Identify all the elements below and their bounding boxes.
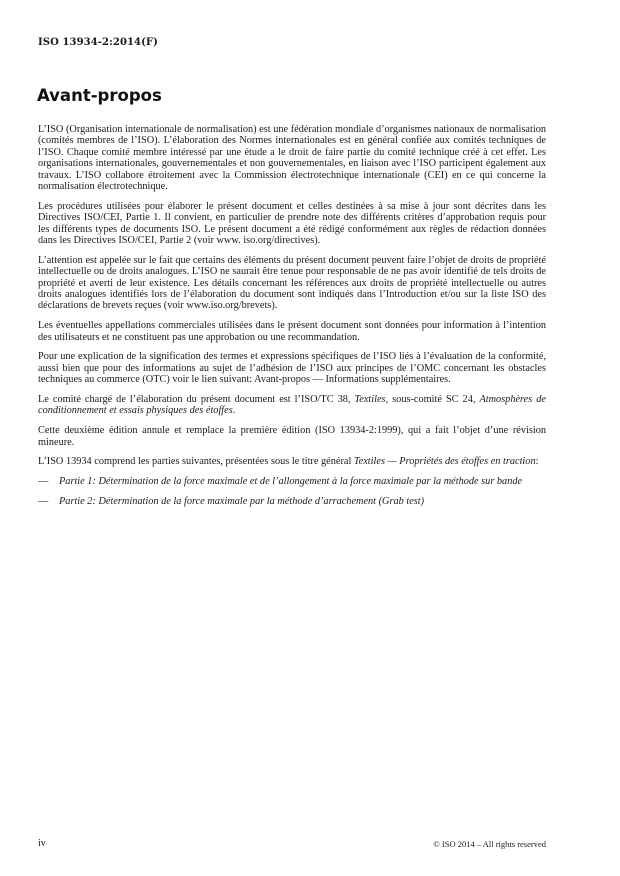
committee-name: Textiles [354,394,386,406]
paragraph-parts-intro [38,456,546,467]
committee-text-3: . [232,405,236,417]
section-title: Avant-propos [37,86,162,105]
paragraph-trade-names: Les éventuelles appellations commerciales utilisées dans le présent document sont données pour information à l’intention des utilisateurs et ne constituent pas une approbation ou une recommandation. [38,320,546,343]
parts-intro-text: L’ISO 13934 comprend les parties suivantes, présentées sous le titre général [38,456,354,468]
foreword-body [38,124,546,516]
list-item [38,496,546,507]
part-2-title: Partie 2: Détermination de la force maximale par la méthode d’arrachement (Grab test) [59,496,425,508]
subcommittee-name: Atmosphères de conditionnement et essais physiques des étoffes [38,394,546,417]
dash-marker: — [38,476,49,488]
list-item [38,476,546,487]
standard-identifier: ISO 13934-2:2014(F) [38,37,158,48]
paragraph-iso-organisation: L’ISO (Organisation internationale de normalisation) est une fédération mondiale d’organismes nationaux de normalisation (comités membres de l’ISO). L’élaboration des Normes internationales est en général confiée aux comités techniques de l’ISO. Chaque comité membre intéressé par une étude a le droit de faire partie du comité technique créé à cet effet. Les organisations internationales, gouvernementales et non gouvernementales, en liaison avec l’ISO participent également aux travaux. L’ISO collabore étroitement avec la Commission électrotechnique internationale (CEI) en ce qui concerne la normalisation électrotechnique. [38,124,546,193]
dash-marker: — [38,496,49,508]
committee-text-2: , sous-comité SC 24, [385,394,480,406]
parts-intro-colon: : [535,456,539,468]
paragraph-patent-rights: L’attention est appelée sur le fait que certains des éléments du présent document peuvent faire l’objet de droits de propriété intellectuelle ou de droits analogues. L’ISO ne saurait être tenue pour responsable de ne pas avoir identifié de tels droits de propriété et averti de leur existence. Les détails concernant les références aux droits de propriété intellectuelle ou autres droits analogues identifiés lors de l’élaboration du document sont indiqués dans l’Introduction et/ou sur la liste ISO des déclarations de brevets reçues (voir www.iso.org/brevets). [38,254,546,312]
committee-text-1: Le comité chargé de l’élaboration du présent document est l’ISO/TC 38, [38,394,355,406]
general-title: Textiles — Propriétés des étoffes en traction [353,456,536,468]
paragraph-edition: Cette deuxième édition annule et remplace la première édition (ISO 13934-2:1999), qui a fait l’objet d’une révision mineure. [38,425,546,448]
paragraph-conformity: Pour une explication de la signification des termes et expressions spécifiques de l’ISO liés à l’évaluation de la conformité, aussi bien que pour des informations au sujet de l’adhésion de l’ISO aux principes de l’OMC concernant les obstacles techniques au commerce (OTC) voir le lien suivant: Avant-propos — Informations supplémentaires. [38,351,546,386]
page-number: iv [38,838,46,849]
paragraph-committee [38,394,546,417]
paragraph-procedures: Les procédures utilisées pour élaborer le présent document et celles destinées à sa mise à jour sont décrites dans les Directives ISO/CEI, Partie 1. Il convient, en particulier de prendre note des différents critères d’approbation requis pour les différents types de documents ISO. Le présent document a été rédigé conformément aux règles de rédaction données dans les Directives ISO/CEI, Partie 2 (voir www. iso.org/directives). [38,200,546,247]
copyright-notice: © ISO 2014 – All rights reserved [433,839,546,849]
part-1-title: Partie 1: Détermination de la force maximale et de l’allongement à la force maximale par la méthode sur bande [59,476,523,488]
